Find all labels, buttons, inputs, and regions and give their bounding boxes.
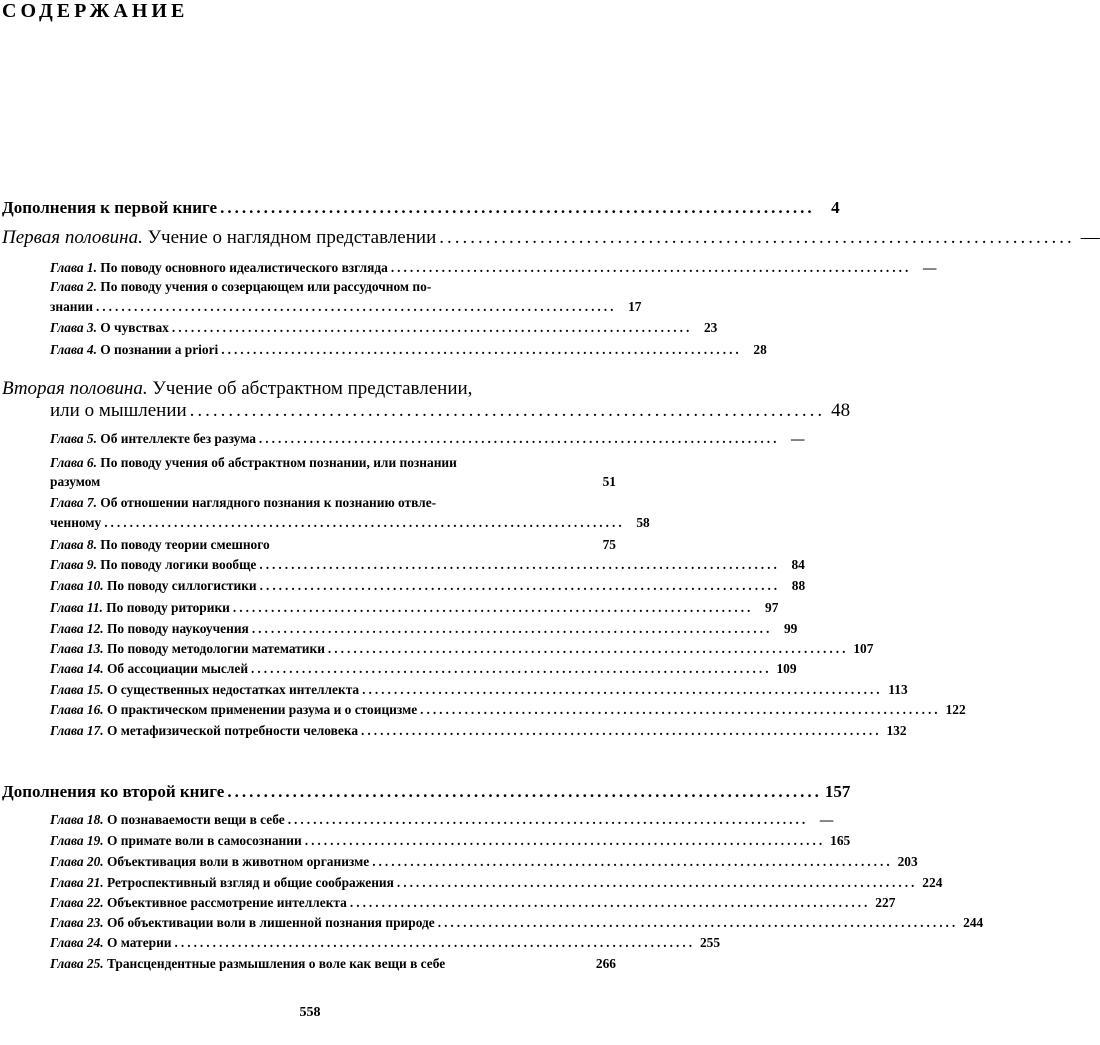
entry-title: О практическом применении разума и о стоицизме [106,702,418,717]
dot-leader: .................................................................................. [171,320,693,335]
entry-page: 203 [897,854,918,869]
entry-label: Глава 3. [50,320,97,335]
entry-label: Глава 7. [50,495,97,510]
entry-title: Дополнения к первой книге [2,198,218,217]
entry-label: Вторая половина. [2,378,148,399]
entry-page: 97 [765,600,779,615]
entry-title: О познании a priori [100,342,219,357]
toc-entry-chapter-22[interactable] [50,895,896,911]
dot-leader: .................................................................................. [95,299,617,314]
entry-label: Глава 8. [50,537,97,552]
entry-title: По поводу силлогистики [106,578,257,593]
toc-entry-chapter-20[interactable] [50,854,918,870]
entry-label: Глава 10. [50,578,104,593]
entry-label: Глава 24. [50,935,104,950]
toc-entry-chapter-6-cont[interactable] [50,474,616,490]
entry-label: Глава 5. [50,431,97,446]
entry-page: 165 [830,833,851,848]
entry-page: 23 [703,320,718,335]
dot-leader: .................................................................................. [251,661,772,676]
toc-entry-chapter-12[interactable] [50,621,798,637]
entry-page: 157 [824,782,851,801]
entry-title: По поводу основного идеалистического взгляда [100,260,388,275]
entry-title: Об интеллекте без разума [100,431,256,446]
entry-title: Учение о наглядном представлении [147,227,437,248]
entry-label: Глава 19. [50,833,104,848]
dot-leader: .................................................................................. [361,723,882,738]
entry-page: 227 [875,895,896,910]
entry-label: Глава 25. [50,956,104,971]
toc-entry-chapter-2-cont[interactable] [50,299,642,315]
page-number: 558 [299,1005,321,1020]
dot-leader: .................................................................................. [304,833,826,848]
dot-leader: .................................................................................. [390,260,912,275]
entry-title: Дополнения ко второй книге [2,782,225,801]
toc-entry-chapter-24[interactable] [50,935,721,951]
toc-entry-chapter-14[interactable] [50,661,797,677]
entry-page: 99 [783,621,798,636]
dot-leader: .................................................................................. [420,702,941,717]
entry-page: 122 [945,702,966,717]
dot-leader: .................................................................................. [327,641,849,656]
entry-title: Об ассоциации мыслей [106,661,249,676]
dot-leader: .................................................................................. [251,621,773,636]
toc-entry-half-2-cont[interactable] [50,400,851,422]
entry-page: 255 [699,935,721,950]
entry-title: Трансцендентные размышления о воле как вещи в себе [106,956,446,971]
entry-page: 109 [776,661,797,676]
entry-label: Глава 23. [50,915,104,930]
entry-title: По поводу учения об абстрактном познании, или познании [100,455,457,470]
entry-page: — [819,812,834,827]
entry-label: Глава 6. [50,455,97,470]
dot-leader: .................................................................................. [174,935,696,950]
dot-leader: .................................................................................. [232,600,754,615]
entry-page: 244 [963,915,984,930]
dot-leader: .................................................................................. [221,342,742,357]
entry-page: 17 [628,299,642,314]
toc-entry-chapter-9[interactable] [50,557,805,573]
entry-title: Объективное рассмотрение интеллекта [106,895,347,910]
page-heading: СОДЕРЖАНИЕ [2,0,189,22]
entry-title: О познаваемости вещи в себе [106,812,285,827]
toc-entry-chapter-3[interactable] [50,320,718,336]
entry-page: 84 [791,557,805,572]
entry-page: — [1080,227,1100,248]
dot-leader: .................................................................................. [259,578,781,593]
entry-title: Об объективации воли в лишенной познания природе [106,915,435,930]
entry-label: Глава 16. [50,702,104,717]
entry-page: 28 [753,342,767,357]
entry-page: 113 [888,682,908,697]
entry-label: Глава 18. [50,812,104,827]
entry-label: Глава 13. [50,641,104,656]
entry-page: — [791,431,805,446]
entry-label: Глава 20. [50,854,104,869]
toc-entry-chapter-5[interactable] [50,431,805,447]
entry-title: Учение об абстрактном представлении, [152,378,473,399]
toc-entry-chapter-16[interactable] [50,702,966,718]
entry-page: 4 [831,198,840,217]
entry-title: По поводу учения о созерцающем или рассудочном по- [100,279,432,294]
entry-label: Глава 2. [50,279,97,294]
dot-leader: .................................................................................. [227,782,822,801]
toc-entry-chapter-15[interactable] [50,682,908,698]
toc-entry-chapter-23[interactable] [50,915,984,931]
entry-title: По поводу методологии математики [106,641,325,656]
dot-leader: .................................................................................. [349,895,871,910]
entry-page: — [922,260,937,275]
entry-title: О метафизической потребности человека [106,723,359,738]
entry-label: Первая половина. [2,227,143,248]
entry-title-cont: ченному [50,515,102,530]
entry-title: О материи [106,935,172,950]
entry-label: Глава 17. [50,723,104,738]
toc-entry-chapter-21[interactable] [50,875,943,891]
entry-title-cont: разумом [50,474,101,489]
toc-entry-chapter-19[interactable] [50,833,851,849]
toc-entry-chapter-4[interactable] [50,342,767,358]
entry-title: По поводу логики вообще [100,557,257,572]
entry-label: Глава 22. [50,895,104,910]
dot-leader: .................................................................................. [258,431,780,446]
dot-leader: .................................................................................. [287,812,809,827]
entry-title: По поводу теории смешного [100,537,270,552]
entry-title: О существенных недостатках интеллекта [106,682,360,697]
dot-leader: .................................................................................. [189,400,826,421]
toc-entry-chapter-2[interactable] [50,279,431,295]
entry-page: 75 [602,537,616,552]
entry-page: 51 [602,474,616,489]
entry-title: По поводу риторики [106,600,230,615]
toc-entry-chapter-10[interactable] [50,578,806,594]
entry-page: 224 [922,875,943,890]
toc-entry-half-2[interactable] [2,378,472,400]
toc-entry-chapter-8[interactable] [50,537,616,553]
entry-label: Глава 14. [50,661,104,676]
toc-entry-chapter-11[interactable] [50,600,779,616]
entry-label: Глава 21. [50,875,104,890]
toc-entry-book-2[interactable] [2,782,851,802]
dot-leader: .................................................................................. [439,227,1075,248]
dot-leader: .................................................................................. [362,682,883,697]
toc-entry-chapter-1[interactable] [50,260,937,276]
entry-page: 107 [853,641,874,656]
entry-title-cont: знании [50,299,93,314]
dot-leader: .................................................................................. [220,198,815,217]
entry-label: Глава 11. [50,600,103,615]
toc-entry-half-1[interactable] [2,227,1100,249]
dot-leader: .................................................................................. [372,854,893,869]
dot-leader: .................................................................................. [104,515,625,530]
entry-title: По поводу наукоучения [106,621,249,636]
entry-title-cont: или о мышлении [50,400,187,421]
toc-entry-chapter-6[interactable] [50,455,457,471]
toc-entry-chapter-17[interactable] [50,723,907,739]
entry-label: Глава 4. [50,342,97,357]
entry-page: 88 [791,578,806,593]
entry-label: Глава 15. [50,682,104,697]
entry-page: 48 [831,400,851,421]
entry-title: О чувствах [100,320,169,335]
toc-entry-chapter-7[interactable] [50,495,436,511]
dot-leader: .................................................................................. [396,875,918,890]
entry-label: Глава 12. [50,621,104,636]
entry-label: Глава 1. [50,260,97,275]
entry-page: 132 [886,723,907,738]
entry-page: 58 [636,515,650,530]
dot-leader: .................................................................................. [437,915,959,930]
toc-entry-book-1[interactable] [2,198,840,218]
dot-leader: .................................................................................. [259,557,780,572]
entry-title: Об отношении наглядного познания к познанию отвле- [100,495,437,510]
entry-title: Объективация воли в животном организме [106,854,370,869]
toc-entry-chapter-25[interactable] [50,956,616,972]
toc-entry-chapter-13[interactable] [50,641,874,657]
toc-entry-chapter-18[interactable] [50,812,834,828]
entry-page: 266 [595,956,616,971]
toc-entry-chapter-7-cont[interactable] [50,515,650,531]
entry-title: О примате воли в самосознании [106,833,302,848]
entry-label: Глава 9. [50,557,97,572]
entry-title: Ретроспективный взгляд и общие соображения [106,875,394,890]
